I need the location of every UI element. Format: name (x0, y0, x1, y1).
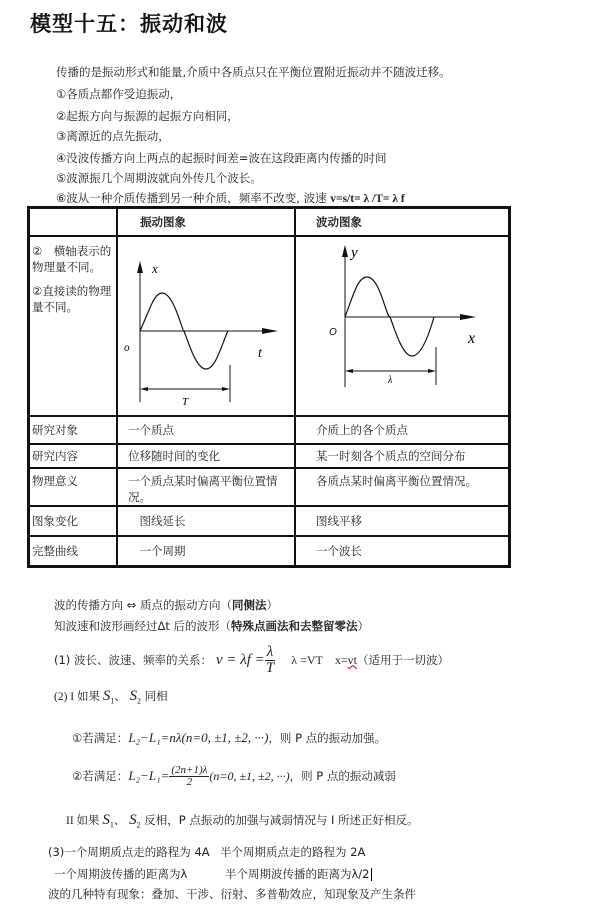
row-label: 图象变化 (29, 506, 118, 536)
svg-text:T: T (182, 396, 189, 408)
wave-relation-formula: v = λf = (215, 651, 265, 668)
item-1: (1) 波长、波速、频率的关系： v = λf = $\frac{\lambda}{T}$ λ =VT x=vt （适用于一切波） (54, 643, 449, 676)
row-vibration: 图线延长 (117, 506, 295, 536)
item-3a: (3)一个周期质点走的路程为 4A (48, 845, 210, 859)
table-row (29, 536, 510, 566)
row-label: 研究对象 (29, 416, 118, 444)
item-3c: 一个周期波传播的距离为λ (54, 867, 188, 881)
row-wave: 一个波长 (295, 536, 510, 566)
wave-graph-cell (295, 236, 510, 416)
intro-point-3: ③离源近的点先振动， (56, 129, 170, 143)
header-vibration: 振动图象 (117, 208, 295, 237)
table-row (29, 444, 510, 468)
vibration-graph (118, 237, 284, 415)
intro-point-2: ②起振方向与振源的起振方向相同， (56, 109, 239, 123)
intro-point-1: ①各质点都作受迫振动， (56, 87, 182, 101)
row-label: 研究内容 (29, 444, 118, 468)
direction-line: 波的传播方向 ⇔ 质点的振动方向（同侧法） (54, 598, 278, 612)
svg-text:λ: λ (388, 375, 393, 386)
table-row (29, 416, 510, 444)
row-wave: 各质点某时偏离平衡位置情况。 (295, 468, 510, 506)
item-2b: II 如果 $S_1$、 $S_2$ 反相，P 点振动的加强与减弱情况与 I 所述正好相反。 (66, 812, 419, 830)
graph-notes (29, 236, 118, 416)
header-empty (29, 208, 118, 237)
comparison-table (27, 206, 511, 568)
constructive-formula: L₂−L₁=nλ(n=0, ±1, ±2, ···) (128, 730, 269, 745)
intro-summary: 传播的是振动形式和能量,介质中各质点只在平衡位置附近振动并不随波迁移。 (56, 65, 451, 79)
item-3d: 半个周期波传播的距离为λ/2 (225, 867, 370, 881)
item-2: (2) I 如果 $S_1$、 $S_2$ 同相 (54, 688, 168, 706)
table-row (29, 506, 510, 536)
special-point-method: 特殊点画法和去整留零法 (231, 619, 358, 633)
condition-1: ①若满足：L₂−L₁=nλ(n=0, ±1, ±2, ···)，则 P 点的振动加强。 (72, 730, 387, 745)
page-title: 模型十五：振动和波 (30, 12, 228, 36)
row-vibration: 位移随时间的变化 (117, 444, 295, 468)
row-wave: 图线平移 (295, 506, 510, 536)
graph-row (29, 236, 510, 416)
wave-speed-formula: v=s/t= λ /T= λ f (330, 193, 405, 205)
svg-text:O: O (329, 327, 337, 338)
svg-text:x: x (468, 330, 476, 347)
y-axis-arrow-icon (342, 245, 348, 257)
note-1: ② 横轴表示的物理量不同。 (32, 244, 112, 274)
x-axis-arrow-icon (460, 314, 476, 320)
text-cursor (371, 868, 372, 881)
row-label: 完整曲线 (29, 536, 118, 566)
destructive-fraction: $\frac{(2n+1)\lambda}{2}$ (171, 763, 208, 788)
lambda-over-T: $\frac{\lambda}{T}$ (265, 643, 275, 676)
svg-text:y: y (351, 245, 358, 261)
row-wave: 某一时刻各个质点的空间分布 (295, 444, 510, 468)
svg-text:x: x (152, 261, 158, 276)
same-side-method: 同侧法 (231, 598, 267, 612)
row-vibration: 一个质点 (117, 416, 295, 444)
row-vibration: 一个质点某时偏离平衡位置情况。 (117, 468, 295, 506)
y-axis-arrow-icon (137, 261, 143, 273)
row-label: 物理意义 (29, 468, 118, 506)
intro-point-5: ⑤波源振几个周期波就向外传几个波长。 (56, 171, 262, 185)
phenomena-line: 波的几种特有现象：叠加、干涉、衍射、多普勒效应，知现象及产生条件 (48, 887, 416, 901)
vibration-graph-cell (117, 236, 295, 416)
intro-point-4: ④没波传播方向上两点的起振时间差=波在这段距离内传播的时间 (56, 151, 387, 165)
intro-point-6 (56, 190, 405, 206)
wave-graph (296, 237, 508, 415)
table-header-row (29, 208, 510, 237)
condition-2: ②若满足： L₂−L₁= $\frac{(2n+1)\lambda}{2}$ (n=0, ±1, ±2, ···) ，则 P 点的振动减弱 (72, 763, 396, 788)
wave-after-line: 知波速和波形画经过Δt 后的波形（特殊点画法和去整留零法） (54, 619, 370, 633)
item-3b: 半个周期质点走的路程为 2A (220, 845, 366, 859)
x-axis-arrow-icon (262, 328, 278, 334)
svg-text:o: o (124, 343, 130, 354)
intro-point-6-text: ⑥波从一种介质传播到另一种介质，频率不改变, 波速 (56, 191, 331, 205)
row-wave: 介质上的各个质点 (295, 416, 510, 444)
table-row (29, 468, 510, 506)
svg-text:t: t (258, 346, 262, 361)
header-wave: 波动图象 (295, 208, 510, 237)
row-vibration: 一个周期 (117, 536, 295, 566)
note-2: ②直接读的物理量不同。 (32, 284, 112, 314)
